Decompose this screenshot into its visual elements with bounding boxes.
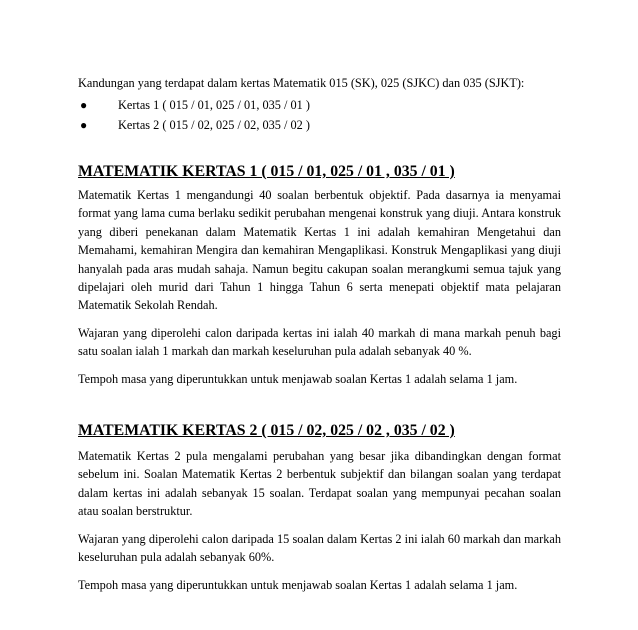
list-item-label: Kertas 1 ( 015 / 01, 025 / 01, 035 / 01 ) [118,98,310,112]
list-item-label: Kertas 2 ( 015 / 02, 025 / 02, 035 / 02 ) [118,118,310,132]
paper-list [78,95,561,135]
section2-paragraph-3: Tempoh masa yang diperuntukkan untuk menjawab soalan Kertas 1 adalah selama 1 jam. [78,577,518,592]
section2-paragraph-1: Matematik Kertas 2 pula mengalami perubahan yang besar jika dibandingkan dengan format sebelum ini. Soalan Matematik Kertas 2 berbentuk subjektif dan bilangan soalan yang terdapat dalam kertas ini adalah sebanyak 15 soalan. Terdapat soalan yang mempunyai pecahan soalan atau soalan berstruktur. [78,449,561,519]
section1-paragraph-1: Matematik Kertas 1 mengandungi 40 soalan berbentuk objektif. Pada dasarnya ia menyamai format yang lama cuma berlaku sedikit perubahan mengenai konstruk yang diuji. Antara konstruk yang diberi penekanan dalam Matematik Kertas 1 ini adalah kemahiran Mengetahui dan Memahami, kemahiran Mengira dan kemahiran Mengaplikasi. Konstruk Mengaplikasi yang diuji hanyalah pada aras mudah sahaja. Namun begitu cakupan soalan merangkumi semua tajuk yang dipelajari oleh murid dari Tahun 1 hingga Tahun 6 serta menepati objektif mata pelajaran Matematik Sekolah Rendah. [78,188,561,313]
document-page [78,74,561,594]
section2-paragraph-2: Wajaran yang diperolehi calon daripada 15 soalan dalam Kertas 2 ini ialah 60 markah dan markah keseluruhan pula adalah sebanyak 60%. [78,531,561,565]
list-item [78,115,561,135]
bullet-icon: ● [80,118,88,132]
list-item [78,95,561,115]
section1-paragraph-3: Tempoh masa yang diperuntukkan untuk menjawab soalan Kertas 1 adalah selama 1 jam. [78,371,518,386]
section1-paragraph-2: Wajaran yang diperolehi calon daripada kertas ini ialah 40 markah di mana markah penuh bagi satu soalan ialah 1 markah dan markah keseluruhan pula adalah sebanyak 40 %. [78,325,561,359]
section2-title: MATEMATIK KERTAS 2 ( 015 / 02, 025 / 02 , 035 / 02 ) [78,422,455,440]
section1-title: MATEMATIK KERTAS 1 ( 015 / 01, 025 / 01 , 035 / 01 ) [78,163,455,180]
intro-text: Kandungan yang terdapat dalam kertas Matematik 015 (SK), 025 (SJKC) dan 035 (SJKT): [78,76,525,90]
bullet-icon: ● [80,98,88,112]
